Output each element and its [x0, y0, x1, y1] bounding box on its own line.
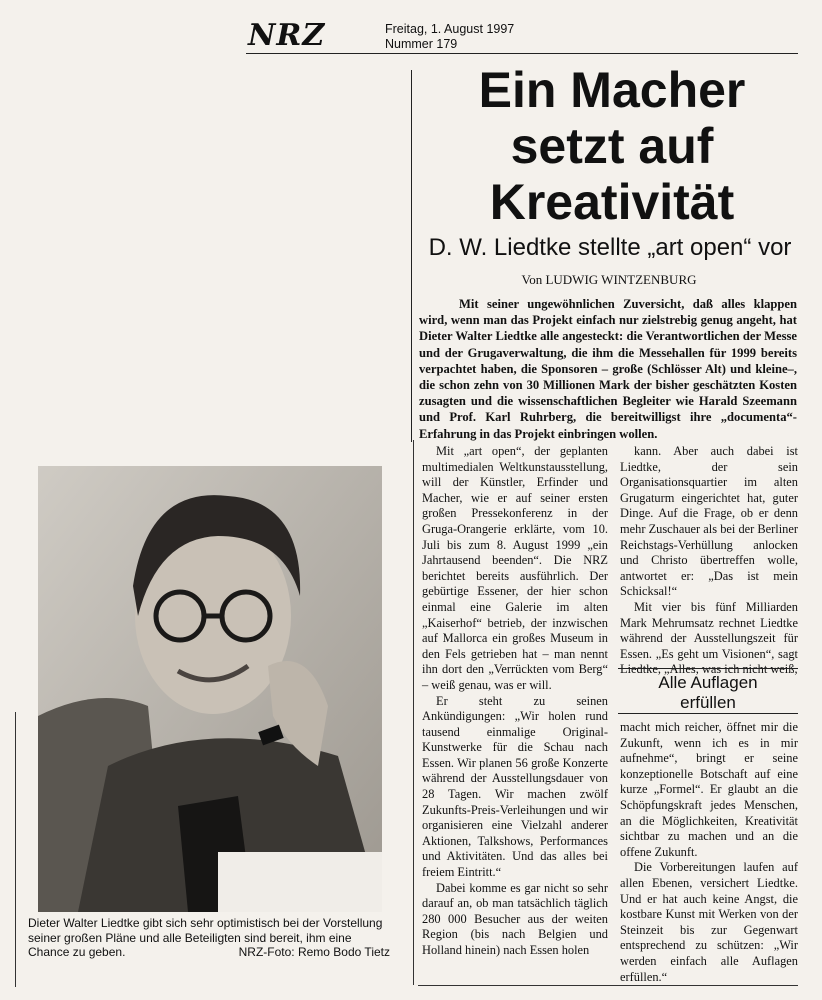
paragraph: kann. Aber auch dabei ist Liedtke, der sein Organisationsquartier im alten Grugaturm eingerichtet hat, guter Dinge. Auf die Frage, ob er denn mehr Zuschauer als bei der Berliner Reichstags-Verhüllung anlocken und Christo übertreffen wolle, antwortet er: „Das ist mein Schicksal!“: [620, 444, 798, 599]
article-column-1: [422, 444, 608, 959]
article-column-2-bottom: [620, 720, 798, 985]
paragraph: Dabei komme es gar nicht so sehr darauf an, ob man tatsächlich täglich 280 000 Besucher aus der weiten Region (bis nach Belgien und Holland hinein) nach Essen holen: [422, 880, 608, 957]
paragraph: Mit vier bis fünf Milliarden Mark Mehrumsatz rechnet Liedtke während der Ausstellungszeit für Essen. „Es geht um Visionen“, sagt Liedtke, „Alles, was ich nicht weiß,: [620, 599, 798, 677]
paragraph: Mit „art open“, der geplanten multimedialen Weltkunstausstellung, will der Künstler, Erfinder und Macher, wie er auf seiner ersten großen Pressekonferenz in der Gruga-Orangerie erklärte, vom 10. Juli bis zum 8. August 1999 „ein Jahrtausend beenden“. Die NRZ berichtet bereits ausführlich. Der gebürtige Essener, der hier schon einmal eine Galerie im alten „Kaiserhof“ betrieb, der inzwischen auf Mallorca ein großes Museum in den Fels getrieben hat – man nennt ihn dort den „Verrückten vom Berg“ – weiß genau, was er will.: [422, 444, 608, 692]
photo-caption: [28, 916, 390, 960]
issue-date: Freitag, 1. August 1997: [385, 22, 515, 36]
headline-line: Kreativität: [489, 174, 735, 230]
portrait-photo: [38, 466, 382, 912]
paragraph: macht mich reicher, öffnet mir die Zukunft, wenn ich es in mir aufnehme“, bringt er seine konzeptionelle Botschaft auf eine kurze „Formel“. Er glaubt an die Schöpfungskraft jedes Menschen, an die Möglichkeiten, Kreativität sichtbar zu machen und an die offene Zukunft.: [620, 720, 798, 859]
paragraph: Die Vorbereitungen laufen auf allen Ebenen, versichert Liedtke. Und er hat auch keine Angst, die kostbare Kunst mit Werken von der Steinzeit bis zur Gegenwart entsprechend zu schützen: „Wir werden einfach alle Auflagen erfüllen.“: [620, 860, 798, 984]
portrait-illustration: [38, 466, 382, 912]
photo-rule: [15, 712, 16, 987]
paragraph: Er steht zu seinen Ankündigungen: „Wir holen rund tausend einmalige Original-Kunstwerke für die Schau nach Essen. Wir planen 56 große Konzerte während der Ausstellungsdauer von 28 Tagen. Wir machen zwölf Zukunfts-Preis-Verleihungen und wir organisieren eine Vielzahl anderer Aktionen, Talkshows, Performances und Aktivitäten. Und das alles bei freiem Eintritt.“: [422, 693, 608, 880]
caption-text: Dieter Walter Liedtke gibt sich sehr optimistisch bei der Vorstellung seiner großen Pläne und alle Beteiligten sind bereit, ihm eine Chance zu geben.: [28, 916, 383, 959]
headline-line: setzt auf: [510, 118, 714, 174]
headline-line: Ein Macher: [478, 62, 746, 118]
byline: Von LUDWIG WINTZENBURG: [521, 272, 697, 287]
issue-number: Nummer 179: [385, 37, 458, 51]
intertitle-box: [618, 668, 798, 714]
intertitle-line: Alle Auflagen: [658, 673, 758, 692]
headline: [428, 62, 796, 230]
bottom-rule: [418, 985, 798, 986]
lead-paragraph: Mit seiner ungewöhnlichen Zuversicht, daß alles klappen wird, wenn man das Projekt einfach nur zielstrebig genug angeht, hat Dieter Walter Liedtke alle angesteckt: die Verantwortlichen der Messe und der Grugaverwaltung, die ihm die Messehallen für 1999 bereits verpachtet haben, die Sponsoren – große (Schlösser Alt) und kleine–, die schon zehn von 30 Millionen Mark der bisher geschätzten Kosten zusagten und die wissenschaftlichen Begleiter wie Harald Szeemann und Prof. Karl Ruhrberg, die bereitwilligst ihre „documenta“-Erfahrung in das Projekt einbringen wollen.: [419, 297, 797, 441]
newspaper-logo: NRZ: [248, 18, 326, 53]
masthead-rule: [246, 53, 798, 54]
column-rule: [413, 440, 414, 985]
subheadline: D. W. Liedtke stellte „art open“ vor: [428, 234, 792, 261]
column-rule: [411, 70, 412, 442]
issue-meta: [385, 22, 514, 52]
article-column-2-top: [620, 444, 798, 678]
intertitle-line: erfüllen: [680, 693, 736, 712]
photo-credit: NRZ-Foto: Remo Bodo Tietz: [238, 945, 390, 959]
